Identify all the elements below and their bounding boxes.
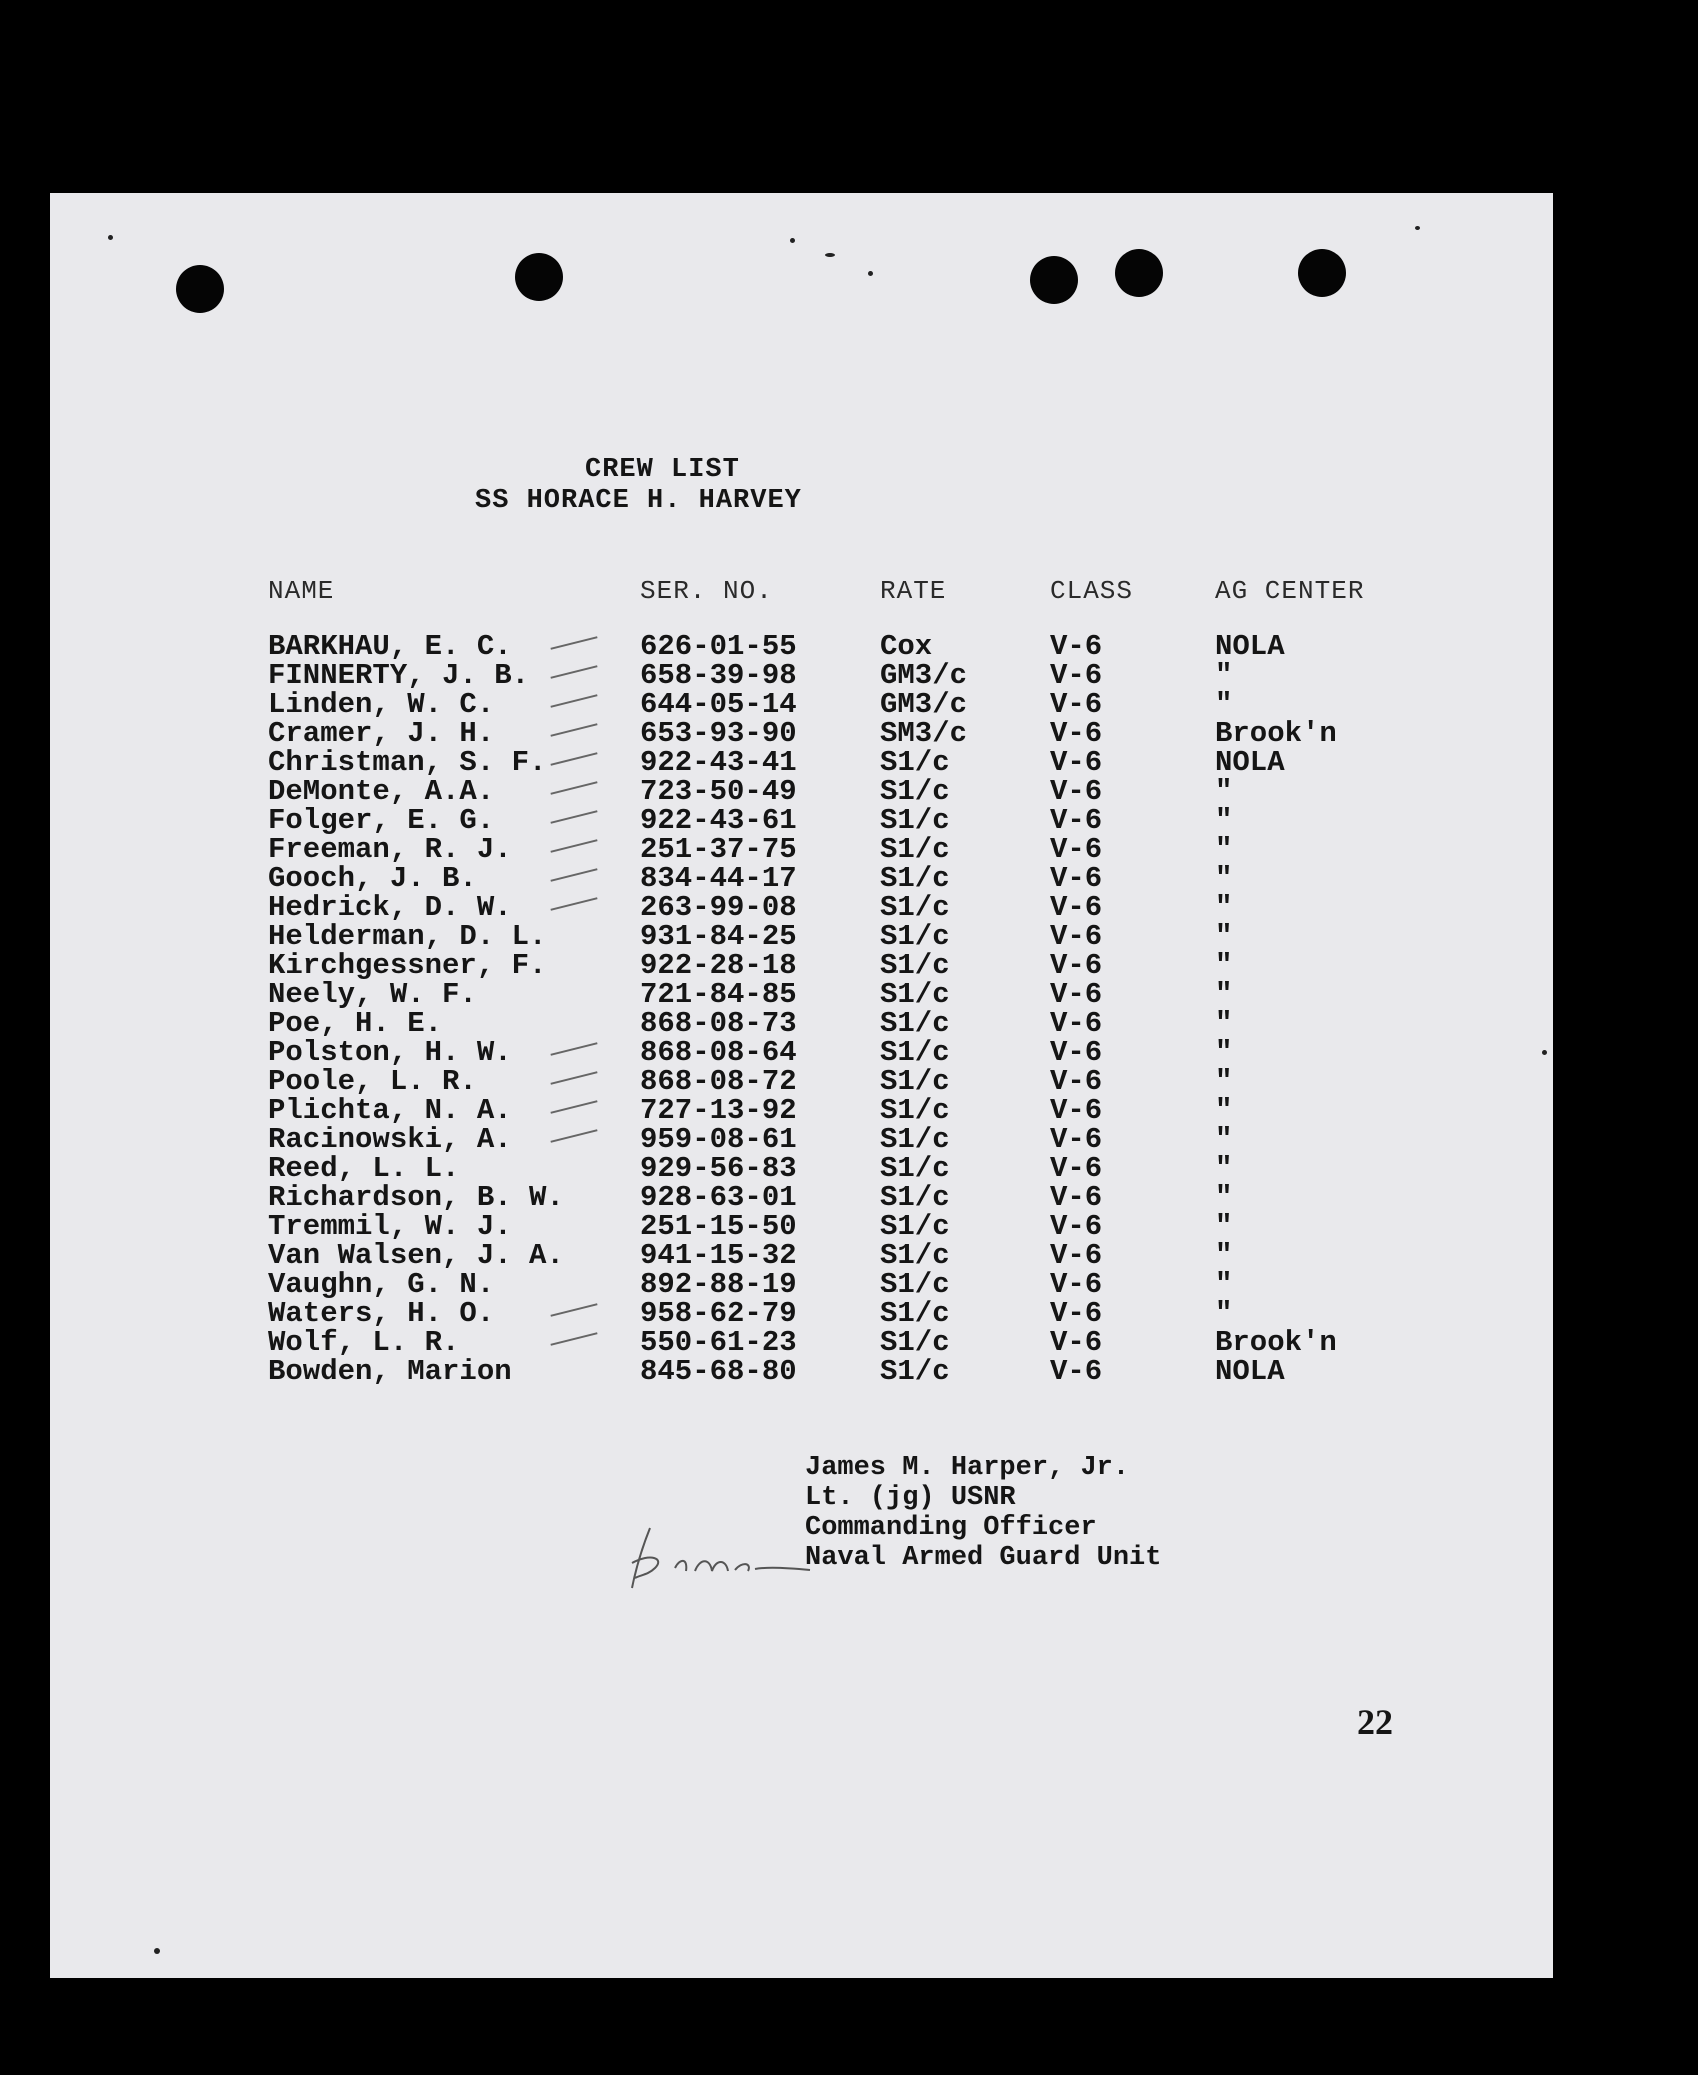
rate: GM3/c [880,688,968,721]
serial-number: 928-63-01 [640,1181,797,1214]
crew-name: Kirchgessner, F. [268,949,547,982]
crew-name: Poe, H. E. [268,1007,443,1040]
serial-number: 721-84-85 [640,978,797,1011]
check-mark-icon [550,1303,597,1317]
crew-name: Plichta, N. A. [268,1094,512,1127]
ag-center: Brook'n [1215,1326,1337,1359]
rate: S1/c [880,1007,950,1040]
check-mark-icon [550,1071,597,1085]
class: V-6 [1050,1326,1103,1359]
check-mark-icon [550,1100,597,1114]
column-header-ag-center: AG CENTER [1215,576,1365,606]
punch-hole [1030,256,1078,304]
check-mark-icon [550,694,597,708]
ag-center: " [1215,1065,1233,1098]
ag-center: " [1215,1181,1233,1214]
handwritten-signature [620,1523,820,1593]
rate: S1/c [880,1152,950,1185]
class: V-6 [1050,833,1103,866]
rate: S1/c [880,949,950,982]
check-mark-icon [550,868,597,882]
crew-name: Poole, L. R. [268,1065,477,1098]
class: V-6 [1050,1007,1103,1040]
serial-number: 723-50-49 [640,775,797,808]
page-title: CREW LIST [585,455,740,485]
rate: S1/c [880,1355,950,1388]
class: V-6 [1050,862,1103,895]
rate: S1/c [880,1326,950,1359]
column-header-rate: RATE [880,576,947,606]
serial-number: 959-08-61 [640,1123,797,1156]
serial-number: 644-05-14 [640,688,797,721]
class: V-6 [1050,775,1103,808]
crew-name: Freeman, R. J. [268,833,512,866]
rate: Cox [880,630,933,663]
check-mark-icon [550,810,597,824]
class: V-6 [1050,717,1103,750]
crew-name: Racinowski, A. [268,1123,512,1156]
table-row [50,1125,1450,1154]
signatory-rank: Lt. (jg) USNR [805,1483,1016,1513]
class: V-6 [1050,1210,1103,1243]
rate: S1/c [880,1065,950,1098]
table-row [50,893,1450,922]
rate: S1/c [880,1210,950,1243]
crew-name: BARKHAU, E. C. [268,630,512,663]
table-row [50,806,1450,835]
rate: S1/c [880,1036,950,1069]
ag-center: " [1215,833,1233,866]
table-row [50,1067,1450,1096]
crew-name: Cramer, J. H. [268,717,495,750]
serial-number: 922-28-18 [640,949,797,982]
rate: S1/c [880,920,950,953]
ag-center: Brook'n [1215,717,1337,750]
crew-name: Van Walsen, J. A. [268,1239,564,1272]
check-mark-icon [550,636,597,650]
class: V-6 [1050,920,1103,953]
ag-center: " [1215,804,1233,837]
serial-number: 845-68-80 [640,1355,797,1388]
table-row [50,748,1450,777]
class: V-6 [1050,659,1103,692]
crew-name: Waters, H. O. [268,1297,495,1330]
class: V-6 [1050,1239,1103,1272]
ag-center: NOLA [1215,630,1285,663]
serial-number: 941-15-32 [640,1239,797,1272]
ag-center: " [1215,1210,1233,1243]
class: V-6 [1050,688,1103,721]
serial-number: 263-99-08 [640,891,797,924]
table-row [50,835,1450,864]
table-row [50,661,1450,690]
class: V-6 [1050,1123,1103,1156]
speck [1415,226,1420,230]
table-row [50,1096,1450,1125]
ag-center: " [1215,862,1233,895]
class: V-6 [1050,1152,1103,1185]
class: V-6 [1050,1355,1103,1388]
rate: S1/c [880,746,950,779]
class: V-6 [1050,1181,1103,1214]
crew-name: Folger, E. G. [268,804,495,837]
crew-name: Hedrick, D. W. [268,891,512,924]
crew-name: Tremmil, W. J. [268,1210,512,1243]
check-mark-icon [550,839,597,853]
ag-center: NOLA [1215,1355,1285,1388]
signatory-title: Commanding Officer [805,1513,1097,1543]
speck [790,238,795,243]
crew-name: FINNERTY, J. B. [268,659,530,692]
ag-center: " [1215,891,1233,924]
crew-name: Gooch, J. B. [268,862,477,895]
class: V-6 [1050,630,1103,663]
table-row [50,1154,1450,1183]
check-mark-icon [550,897,597,911]
ag-center: " [1215,1239,1233,1272]
class: V-6 [1050,1297,1103,1330]
speck [868,271,873,276]
serial-number: 868-08-64 [640,1036,797,1069]
page-number: 22 [1357,1702,1393,1742]
table-row [50,922,1450,951]
serial-number: 727-13-92 [640,1094,797,1127]
class: V-6 [1050,891,1103,924]
rate: GM3/c [880,659,968,692]
serial-number: 868-08-72 [640,1065,797,1098]
column-header-name: NAME [268,576,335,606]
class: V-6 [1050,1036,1103,1069]
check-mark-icon [550,665,597,679]
serial-number: 834-44-17 [640,862,797,895]
table-row [50,632,1450,661]
punch-hole [176,265,224,313]
rate: S1/c [880,891,950,924]
class: V-6 [1050,1094,1103,1127]
check-mark-icon [550,723,597,737]
table-row [50,1009,1450,1038]
crew-name: Neely, W. F. [268,978,477,1011]
serial-number: 251-37-75 [640,833,797,866]
crew-name: Helderman, D. L. [268,920,547,953]
crew-name: Richardson, B. W. [268,1181,564,1214]
check-mark-icon [550,1129,597,1143]
table-row [50,951,1450,980]
speck [154,1948,160,1954]
speck [1542,1050,1547,1055]
ag-center: " [1215,659,1233,692]
signatory-name: James M. Harper, Jr. [805,1453,1130,1483]
ag-center: NOLA [1215,746,1285,779]
rate: S1/c [880,978,950,1011]
crew-name: DeMonte, A.A. [268,775,495,808]
punch-hole [515,253,563,301]
punch-hole [1298,249,1346,297]
class: V-6 [1050,746,1103,779]
ag-center: " [1215,1036,1233,1069]
ag-center: " [1215,1152,1233,1185]
serial-number: 251-15-50 [640,1210,797,1243]
rate: S1/c [880,1297,950,1330]
serial-number: 922-43-61 [640,804,797,837]
ag-center: " [1215,688,1233,721]
class: V-6 [1050,1065,1103,1098]
signatory-unit: Naval Armed Guard Unit [805,1543,1162,1573]
speck [825,253,835,257]
crew-name: Wolf, L. R. [268,1326,460,1359]
crew-name: Vaughn, G. N. [268,1268,495,1301]
rate: S1/c [880,1239,950,1272]
ag-center: " [1215,1094,1233,1127]
rate: S1/c [880,862,950,895]
serial-number: 626-01-55 [640,630,797,663]
table-row [50,1038,1450,1067]
ag-center: " [1215,1268,1233,1301]
rate: S1/c [880,1181,950,1214]
table-row [50,1212,1450,1241]
document-page [50,193,1553,1978]
serial-number: 658-39-98 [640,659,797,692]
serial-number: 922-43-41 [640,746,797,779]
column-header-class: CLASS [1050,576,1134,606]
crew-name: Reed, L. L. [268,1152,460,1185]
table-row [50,1241,1450,1270]
rate: S1/c [880,775,950,808]
crew-name: Linden, W. C. [268,688,495,721]
rate: S1/c [880,1123,950,1156]
table-row [50,980,1450,1009]
check-mark-icon [550,1042,597,1056]
class: V-6 [1050,978,1103,1011]
class: V-6 [1050,1268,1103,1301]
check-mark-icon [550,1332,597,1346]
table-row [50,1299,1450,1328]
rate: S1/c [880,804,950,837]
table-row [50,690,1450,719]
ag-center: " [1215,1297,1233,1330]
serial-number: 929-56-83 [640,1152,797,1185]
class: V-6 [1050,949,1103,982]
rate: S1/c [880,1268,950,1301]
serial-number: 653-93-90 [640,717,797,750]
rate: SM3/c [880,717,968,750]
rate: S1/c [880,1094,950,1127]
table-row [50,1357,1450,1386]
serial-number: 868-08-73 [640,1007,797,1040]
table-row [50,719,1450,748]
table-row [50,1183,1450,1212]
serial-number: 931-84-25 [640,920,797,953]
rate: S1/c [880,833,950,866]
check-mark-icon [550,752,597,766]
ag-center: " [1215,978,1233,1011]
column-header-ser-no: SER. NO. [640,576,773,606]
ag-center: " [1215,1007,1233,1040]
serial-number: 550-61-23 [640,1326,797,1359]
check-mark-icon [550,781,597,795]
crew-name: Polston, H. W. [268,1036,512,1069]
serial-number: 892-88-19 [640,1268,797,1301]
table-row [50,1270,1450,1299]
speck [108,235,113,240]
class: V-6 [1050,804,1103,837]
ag-center: " [1215,920,1233,953]
table-row [50,1328,1450,1357]
ag-center: " [1215,1123,1233,1156]
table-row [50,777,1450,806]
table-row [50,864,1450,893]
ag-center: " [1215,775,1233,808]
crew-name: Christman, S. F. [268,746,547,779]
serial-number: 958-62-79 [640,1297,797,1330]
ag-center: " [1215,949,1233,982]
vessel-name: SS HORACE H. HARVEY [475,486,802,516]
crew-name: Bowden, Marion [268,1355,512,1388]
punch-hole [1115,249,1163,297]
